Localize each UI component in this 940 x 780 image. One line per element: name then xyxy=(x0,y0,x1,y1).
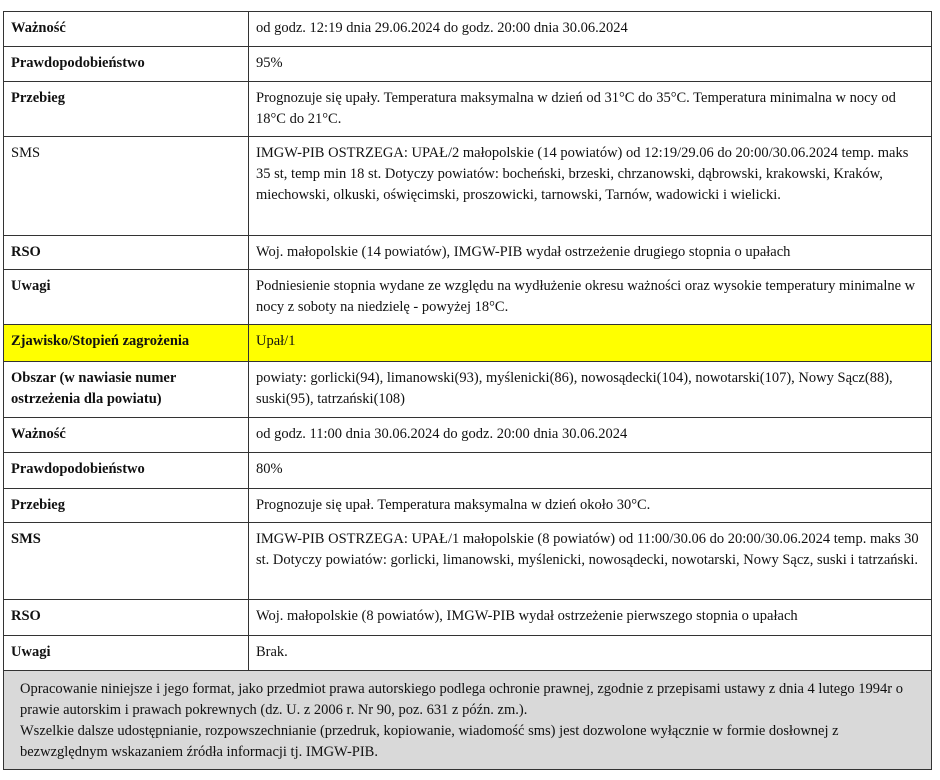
row-value: od godz. 12:19 dnia 29.06.2024 do godz. 20:00 dnia 30.06.2024 xyxy=(249,12,932,47)
row-label: Ważność xyxy=(4,418,249,453)
table-row xyxy=(4,523,932,600)
row-value: Woj. małopolskie (8 powiatów), IMGW-PIB wydał ostrzeżenie pierwszego stopnia o upałach xyxy=(249,600,932,636)
row-label: Ważność xyxy=(4,12,249,47)
row-label: Prawdopodobieństwo xyxy=(4,47,249,82)
footer-cell xyxy=(4,671,932,770)
table-row xyxy=(4,236,932,270)
row-label: Przebieg xyxy=(4,82,249,137)
row-label: Przebieg xyxy=(4,489,249,523)
copyright-notice: Opracowanie niniejsze i jego format, jako przedmiot prawa autorskiego podlega ochronie prawnej, zgodnie z przepisami ustawy z dnia 4 lutego 1994r o prawie autorskim i prawach pokrewnych (dz. U. z 2006 r. Nr 90, poz. 631 z późn. zm.). xyxy=(20,681,903,718)
row-label: SMS xyxy=(4,523,249,600)
row-value: IMGW-PIB OSTRZEGA: UPAŁ/1 małopolskie (8 powiatów) od 11:00/30.06 do 20:00/30.06.2024 temp. maks 30 st. Dotyczy powiatów: gorlicki, limanowski, myślenicki, nowosądecki, nowotarski, Nowy Sącz, suski i tatrzański. xyxy=(249,523,932,600)
table-row xyxy=(4,600,932,636)
hazard-level-row xyxy=(4,325,932,362)
table-row xyxy=(4,418,932,453)
row-label: SMS xyxy=(4,137,249,236)
table-row xyxy=(4,362,932,418)
table-row xyxy=(4,489,932,523)
table-row xyxy=(4,12,932,47)
row-label: Uwagi xyxy=(4,636,249,671)
row-value: 80% xyxy=(249,453,932,489)
table-row xyxy=(4,453,932,489)
row-value: powiaty: gorlicki(94), limanowski(93), myślenicki(86), nowosądecki(104), nowotarski(107), Nowy Sącz(88), suski(95), tatrzański(108) xyxy=(249,362,932,418)
row-label: Zjawisko/Stopień zagrożenia xyxy=(4,325,249,362)
row-label: Uwagi xyxy=(4,270,249,325)
row-value: Woj. małopolskie (14 powiatów), IMGW-PIB wydał ostrzeżenie drugiego stopnia o upałach xyxy=(249,236,932,270)
warning-table xyxy=(3,11,932,770)
row-label: RSO xyxy=(4,236,249,270)
redistribution-notice: Wszelkie dalsze udostępnianie, rozpowszechnianie (przedruk, kopiowanie, wiadomość sms) jest dozwolone wyłącznie w formie dosłownej z bezwzględnym wskazaniem źródła informacji tj. IMGW-PIB. xyxy=(20,723,839,760)
table-row xyxy=(4,47,932,82)
row-value: Upał/1 xyxy=(249,325,932,362)
copyright-footer xyxy=(4,671,932,770)
row-value: 95% xyxy=(249,47,932,82)
table-row xyxy=(4,270,932,325)
row-value: od godz. 11:00 dnia 30.06.2024 do godz. 20:00 dnia 30.06.2024 xyxy=(249,418,932,453)
row-value: IMGW-PIB OSTRZEGA: UPAŁ/2 małopolskie (14 powiatów) od 12:19/29.06 do 20:00/30.06.2024 temp. maks 35 st, temp min 18 st. Dotyczy powiatów: bocheński, brzeski, chrzanowski, dąbrowski, krakowski, Kraków, miechowski, olkuski, oświęcimski, proszowicki, tarnowski, Tarnów, wadowicki i wielicki. xyxy=(249,137,932,236)
row-value: Prognozuje się upał. Temperatura maksymalna w dzień około 30°C. xyxy=(249,489,932,523)
row-label: Obszar (w nawiasie numer ostrzeżenia dla powiatu) xyxy=(4,362,249,418)
table-row xyxy=(4,82,932,137)
row-value: Podniesienie stopnia wydane ze względu na wydłużenie okresu ważności oraz wysokie temperatury minimalne w nocy z soboty na niedzielę - powyżej 18°C. xyxy=(249,270,932,325)
row-label: Prawdopodobieństwo xyxy=(4,453,249,489)
row-label: RSO xyxy=(4,600,249,636)
table-row xyxy=(4,636,932,671)
row-value: Brak. xyxy=(249,636,932,671)
table-row xyxy=(4,137,932,236)
row-value: Prognozuje się upały. Temperatura maksymalna w dzień od 31°C do 35°C. Temperatura minimalna w nocy od 18°C do 21°C. xyxy=(249,82,932,137)
